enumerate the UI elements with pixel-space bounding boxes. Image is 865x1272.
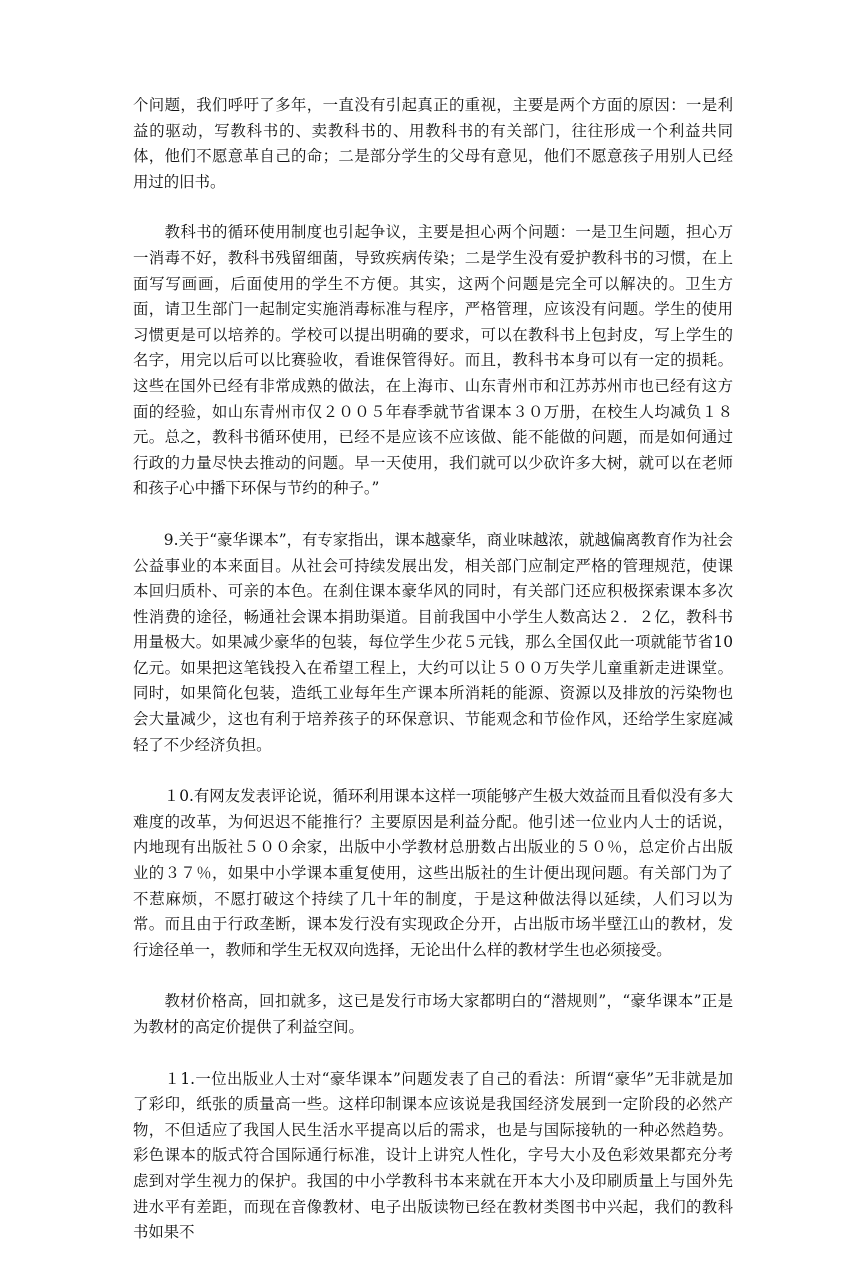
paragraph-item-11: １1.一位出版业人士对“豪华课本”问题发表了自己的看法：所谓“豪华”无非就是加了彩印，纸张的质量高一些。这样印制课本应该说是我国经济发展到一定阶段的必然产物，不但适应了我国人民生活水平提高以后的需求，也是与国际接轨的一种必然趋势。彩色课本的版式符合国际通行标准，设计上讲究人性化，字号大小及色彩效果都充分考虑到对学生视力的保护。我国的中小学教科书本来就在开本大小及印刷质量上与国外先进水平有差距，而现在音像教材、电子出版读物已经在教材类图书中兴起，我们的教科书如果不: [133, 1069, 733, 1242]
paragraph-item-9: 9.关于“豪华课本”，有专家指出，课本越豪华，商业味越浓，就越偏离教育作为社会公益事业的本来面目。从社会可持续发展出发，相关部门应制定严格的管理规范，使课本回归质朴、可亲的本色。在刹住课本豪华风的同时，有关部门还应积极探索课本多次性消费的途径，畅通社会课本捐助渠道。目前我国中小学生人数高达２．２亿，教科书用量极大。如果减少豪华的包装，每位学生少花５元钱，那么全国仅此一项就能节省10亿元。如果把这笔钱投入在希望工程上，大约可以让５００万失学儿童重新走进课堂。同时，如果简化包装，造纸工业每年生产课本所消耗的能源、资源以及排放的污染物也会大量减少，这也有利于培养孩子的环保意识、节能观念和节俭作风，还给学生家庭减轻了不少经济负担。: [133, 530, 733, 754]
paragraph-continuation: 个问题，我们呼吁了多年，一直没有引起真正的重视，主要是两个方面的原因：一是利益的驱动，写教科书的、卖教科书的、用教科书的有关部门，往往形成一个利益共同体，他们不愿意革自己的命；二是部分学生的父母有意见，他们不愿意孩子用别人已经用过的旧书。: [133, 96, 733, 191]
paragraph-hidden-rules: 教材价格高，回扣就多，这已是发行市场大家都明白的“潜规则”，“豪华课本”正是为教材的高定价提供了利益空间。: [133, 992, 733, 1036]
document-page: [133, 93, 733, 1272]
paragraph-textbook-recycling: 教科书的循环使用制度也引起争议，主要是担心两个问题：一是卫生问题，担心万一消毒不好，教科书残留细菌，导致疾病传染；二是学生没有爱护教科书的习惯，在上面写写画画，后面使用的学生不方便。其实，这两个问题是完全可以解决的。卫生方面，请卫生部门一起制定实施消毒标准与程序，严格管理，应该没有问题。学生的使用习惯更是可以培养的。学校可以提出明确的要求，可以在教科书上包封皮，写上学生的名字，用完以后可以比赛验收，看谁保管得好。而且，教科书本身可以有一定的损耗。这些在国外已经有非常成熟的做法，在上海市、山东青州市和江苏苏州市也已经有这方面的经验，如山东青州市仅２００５年春季就节省课本３０万册，在校生人均减负１８元。总之，教科书循环使用，已经不是应该不应该做、能不能做的问题，而是如何通过行政的力量尽快去推动的问题。早一天使用，我们就可以少砍许多大树，就可以在老师和孩子心中播下环保与节约的种子。”: [133, 223, 733, 498]
paragraph-item-10: １0.有网友发表评论说，循环利用课本这样一项能够产生极大效益而且看似没有多大难度的改革，为何迟迟不能推行？主要原因是利益分配。他引述一位业内人士的话说，内地现有出版社５００余家，出版中小学教材总册数占出版业的５０％，总定价占出版业的３７％，如果中小学课本重复使用，这些出版社的生计便出现问题。有关部门为了不惹麻烦，不愿打破这个持续了几十年的制度，于是这种做法得以延续，人们习以为常。而且由于行政垄断，课本发行没有实现政企分开，占出版市场半壁江山的教材，发行途径单一，教师和学生无权双向选择，无论出什么样的教材学生也必须接受。: [133, 787, 733, 959]
